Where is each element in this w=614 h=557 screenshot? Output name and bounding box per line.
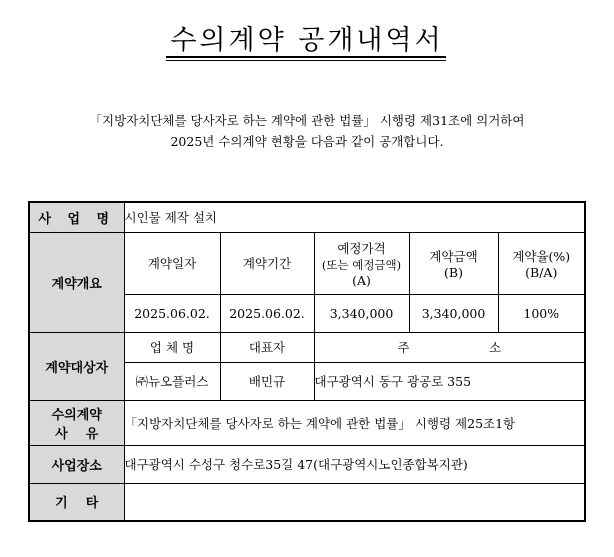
other-value [124, 483, 585, 521]
document-title: 수의계약 공개내역서 [170, 25, 444, 56]
site-value: 대구광역시 수성구 청수로35길 47(대구광역시노인종합복지관) [124, 445, 585, 483]
reason-value: 「지방자치단체를 당사자로 하는 계약에 관한 법률」 시행령 제25조1항 [124, 400, 585, 445]
contract-rate-value: 100% [498, 294, 585, 332]
site-label: 사업장소 [29, 445, 124, 483]
contract-date-header: 계약일자 [124, 232, 220, 294]
business-name-label: 사 업 명 [29, 202, 124, 232]
intro-line-2: 2025년 수의계약 현황을 다음과 같이 공개합니다. [170, 134, 444, 149]
row-overview-headers [29, 232, 585, 294]
intro-line-1: 「지방자치단체를 당사자로 하는 계약에 관한 법률」 시행령 제31조에 의거하여 [89, 113, 525, 128]
address-value: 대구광역시 동구 광공로 355 [314, 362, 585, 400]
representative-header: 대표자 [220, 332, 314, 362]
reason-label [29, 400, 124, 445]
representative-value: 배민규 [220, 362, 314, 400]
estimated-price-header-line1: 예정가격 [337, 240, 386, 256]
contract-date-value: 2025.06.02. [124, 294, 220, 332]
reason-label-line1: 수의계약 [51, 407, 102, 423]
contract-rate-header-line2: (B/A) [525, 264, 558, 280]
estimated-price-header [314, 232, 409, 294]
estimated-price-value: 3,340,000 [314, 294, 409, 332]
row-business-name [29, 202, 585, 232]
company-header: 업 체 명 [124, 332, 220, 362]
contract-amount-value: 3,340,000 [409, 294, 498, 332]
other-label: 기 타 [29, 483, 124, 521]
row-contractor-headers [29, 332, 585, 362]
reason-label-line2: 사 유 [55, 426, 99, 442]
contract-rate-header [498, 232, 585, 294]
estimated-price-header-line3: (A) [352, 272, 371, 288]
row-reason [29, 400, 585, 445]
contract-amount-header-line2: (B) [444, 264, 463, 280]
contract-amount-header-line1: 계약금액 [429, 248, 478, 264]
contract-overview-label: 계약개요 [29, 232, 124, 332]
company-value: ㈜뉴오플러스 [124, 362, 220, 400]
business-name-value: 시인물 제작 설치 [124, 202, 585, 232]
title-underline-thin [166, 60, 446, 61]
address-header: 주 소 [314, 332, 585, 362]
contractor-label: 계약대상자 [29, 332, 124, 400]
contract-disclosure-table [28, 201, 586, 522]
row-other [29, 483, 585, 521]
contract-period-value: 2025.06.02. [220, 294, 314, 332]
row-site [29, 445, 585, 483]
title-underline [166, 56, 446, 58]
contract-amount-header [409, 232, 498, 294]
estimated-price-header-line2: (또는 예정금액) [321, 257, 402, 272]
contract-rate-header-line1: 계약율(%) [512, 248, 571, 264]
contract-period-header: 계약기간 [220, 232, 314, 294]
